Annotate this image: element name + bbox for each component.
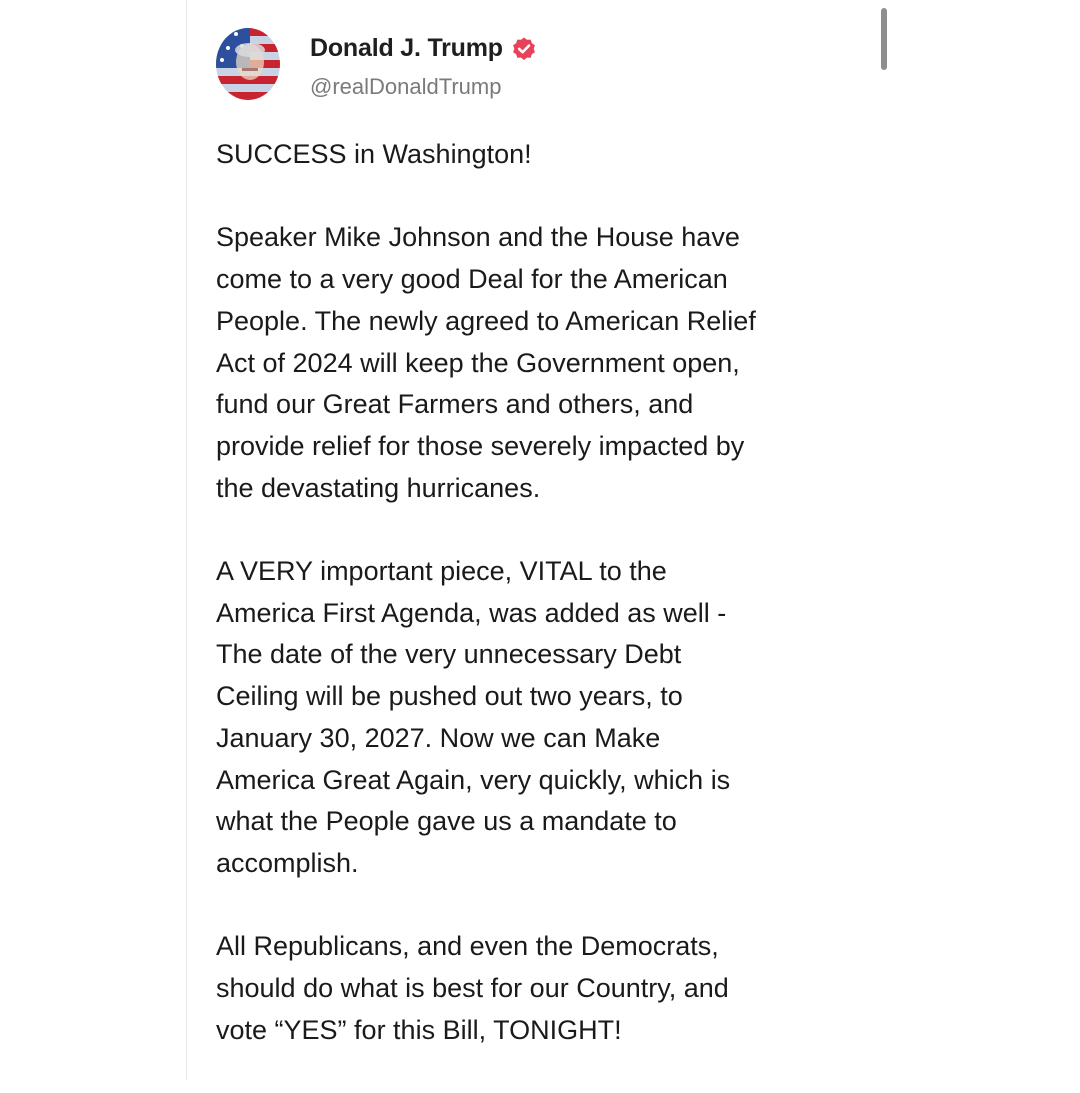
verified-badge-icon [511, 36, 537, 62]
avatar-image [216, 28, 280, 100]
post-paragraph: Speaker Mike Johnson and the House have come to a very good Deal for the American People. The newly agreed to American Relief Act of 2024 will keep the Government open, fund our Great Farmers and others, and provide relief for those severely impacted by the devastating hurricanes. [216, 222, 756, 503]
avatar[interactable] [216, 28, 280, 100]
post-paragraph: SUCCESS in Washington! [216, 139, 532, 169]
post-paragraph: All Republicans, and even the Democrats, should do what is best for our Country, and vote “YES” for this Bill, TONIGHT! [216, 931, 729, 1045]
scrollbar-thumb[interactable] [881, 8, 887, 70]
author-name-text: Donald J. Trump [310, 34, 503, 62]
author-handle[interactable]: @realDonaldTrump [310, 74, 502, 99]
post-body [216, 134, 876, 1093]
scrollbar[interactable] [879, 0, 891, 1080]
author-display-name[interactable] [310, 34, 537, 63]
post-paragraph: A VERY important piece, VITAL to the America First Agenda, was added as well - The date of the very unnecessary Debt Ceiling will be pushed out two years, to January 30, 2027. Now we can Make America Great Again, very quickly, which is what the People gave us a mandate to accomplish. [216, 556, 731, 878]
